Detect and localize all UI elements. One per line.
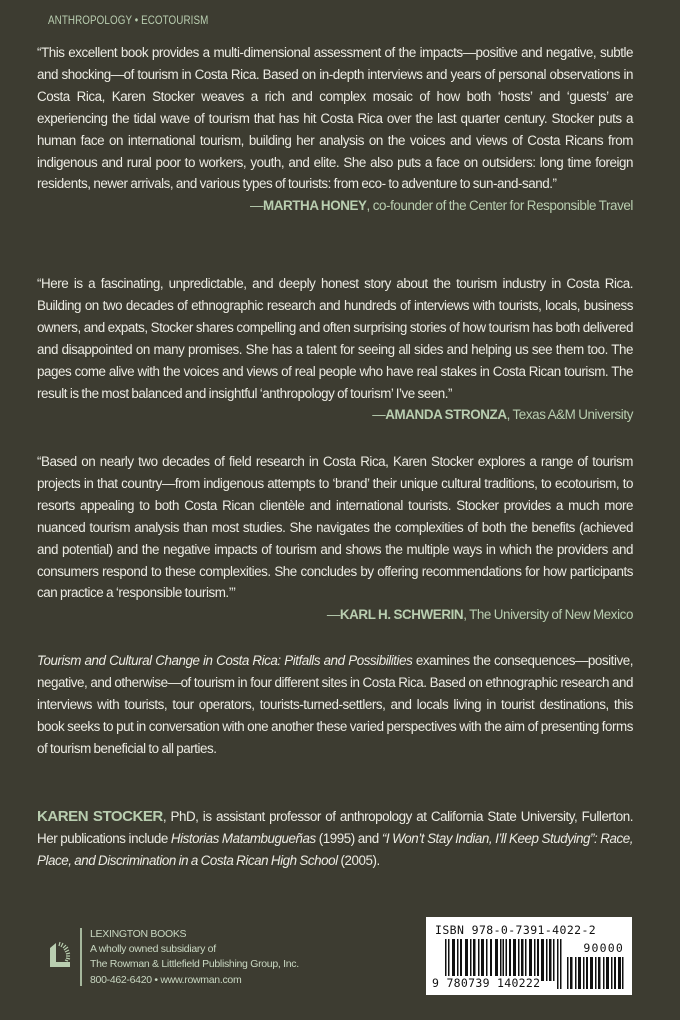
publisher-parent: The Rowman & Littlefield Publishing Group, Inc.: [90, 958, 299, 971]
publisher-imprint: [40, 925, 340, 995]
blurb-affiliation: , Texas A&M University: [506, 407, 633, 423]
blurb-author-name: KARL H. SCHWERIN: [339, 607, 464, 623]
blurb-quote: “This excellent book provides a multi-dimensional assessment of the impacts—positive and negative, subtle and shocking—of tourism in Costa Rica. Based on in-depth interviews and years of personal observations in Costa Rica, Karen Stocker weaves a rich and complex mosaic of how both ‘hosts’ and ‘guests’ are experiencing the tidal wave of tourism that has hit Costa Rica over the last quarter century. Stocker puts a human face on international tourism, building her analysis on the voices and views of Costa Ricans from indigenous and rural poor to workers, youth, and elite. She also puts a face on outsiders: long time foreign residents, newer arrivals, and various types of tourists: from eco- to adventure to sun-and-sand.”: [37, 45, 633, 192]
lexington-books-logo-icon: [48, 940, 78, 970]
ean-number: 9 780739 140222: [432, 976, 541, 990]
price-code: 90000: [583, 941, 624, 955]
publisher-contact: 800-462-6420 • www.rowman.com: [90, 973, 242, 986]
blurb-attribution: —KARL H. SCHWERIN, The University of New Mexico: [326, 607, 633, 623]
publisher-name: LEXINGTON BOOKS: [90, 928, 187, 940]
category-label: ANTHROPOLOGY • ECOTOURISM: [48, 13, 209, 27]
book-description: [37, 650, 633, 760]
blurb-quote: “Here is a fascinating, unpredictable, and deeply honest story about the tourism industry in Costa Rica. Building on two decades of ethnographic research and hundreds of interviews with tourists, locals, business owners, and expats, Stocker shares compelling and often surprising stories of how tourism has both delivered and disappointed on many promises. She has a talent for seeing all sides and helping us see them too. The pages come alive with the voices and views of real people who have real stakes in Costa Rican tourism. The result is the most balanced and insightful ‘anthropology of tourism’ I’ve seen.”: [37, 276, 633, 401]
publication-title: Historias Matambugueñas: [170, 830, 316, 846]
book-title: Tourism and Cultural Change in Costa Rica: Pitfalls and Possibilities: [37, 653, 413, 668]
publication-title: “I Won’t Stay Indian, I’ll Keep Studying”: Race, Place, and Discrimination in a Costa Rican High School: [37, 830, 633, 868]
blurb-amanda-stronza: [37, 273, 633, 426]
author-bio: KAREN STOCKER, PhD, is assistant professor of anthropology at California State University, Fullerton. Her publications include Historias Matambugueñas (1995) and “I Won’t Stay Indian, I’ll Keep Studying”: Race, Place, and Discrimination in a Costa Rican High School (2005).: [37, 808, 633, 868]
blurb-author-name: AMANDA STRONZA: [385, 407, 507, 423]
description-text: examines the consequences—positive, negative, and otherwise—of tourism in four different sites in Costa Rica. Based on ethnographic research and interviews with tourists, tour operators, tourists-turned-settlers, and locals living in tourist destinations, this book seeks to put in conversation with one another these varied perspectives with the aim of presenting forms of tourism beneficial to all parties.: [37, 653, 633, 756]
blurb-attribution: —AMANDA STRONZA, Texas A&M University: [372, 407, 633, 423]
blurb-karl-schwerin: [37, 451, 633, 626]
publisher-info: [90, 927, 299, 988]
isbn-barcode: [426, 917, 632, 995]
blurb-attribution: —MARTHA HONEY, co-founder of the Center for Responsible Travel: [249, 198, 633, 214]
isbn-text: ISBN 978-0-7391-4022-2: [435, 923, 597, 937]
publisher-subsidiary: A wholly owned subsidiary of: [90, 943, 216, 956]
blurb-author-name: MARTHA HONEY: [262, 198, 367, 214]
blurb-affiliation: , co-founder of the Center for Responsible Travel: [366, 198, 633, 214]
blurb-martha-honey: [37, 42, 633, 217]
blurb-affiliation: , The University of New Mexico: [463, 607, 633, 623]
blurb-quote: “Based on nearly two decades of field research in Costa Rica, Karen Stocker explores a range of tourism projects in that country—from indigenous attempts to ‘brand’ their unique cultural traditions, to ecotourism, to resorts appealing to both Costa Rican clientèle and international tourists. Stocker provides a much more nuanced tourism analysis than most studies. She navigates the complexities of both the benefits (achieved and potential) and the negative impacts of tourism and shows the multiple ways in which the providers and consumers respond to these complexities. She concludes by offering recommendations for how participants can practice a ‘responsible tourism.’”: [37, 454, 633, 601]
barcode-addon-icon: [567, 957, 625, 989]
divider: [80, 928, 82, 986]
author-name: KAREN STOCKER: [37, 808, 163, 825]
